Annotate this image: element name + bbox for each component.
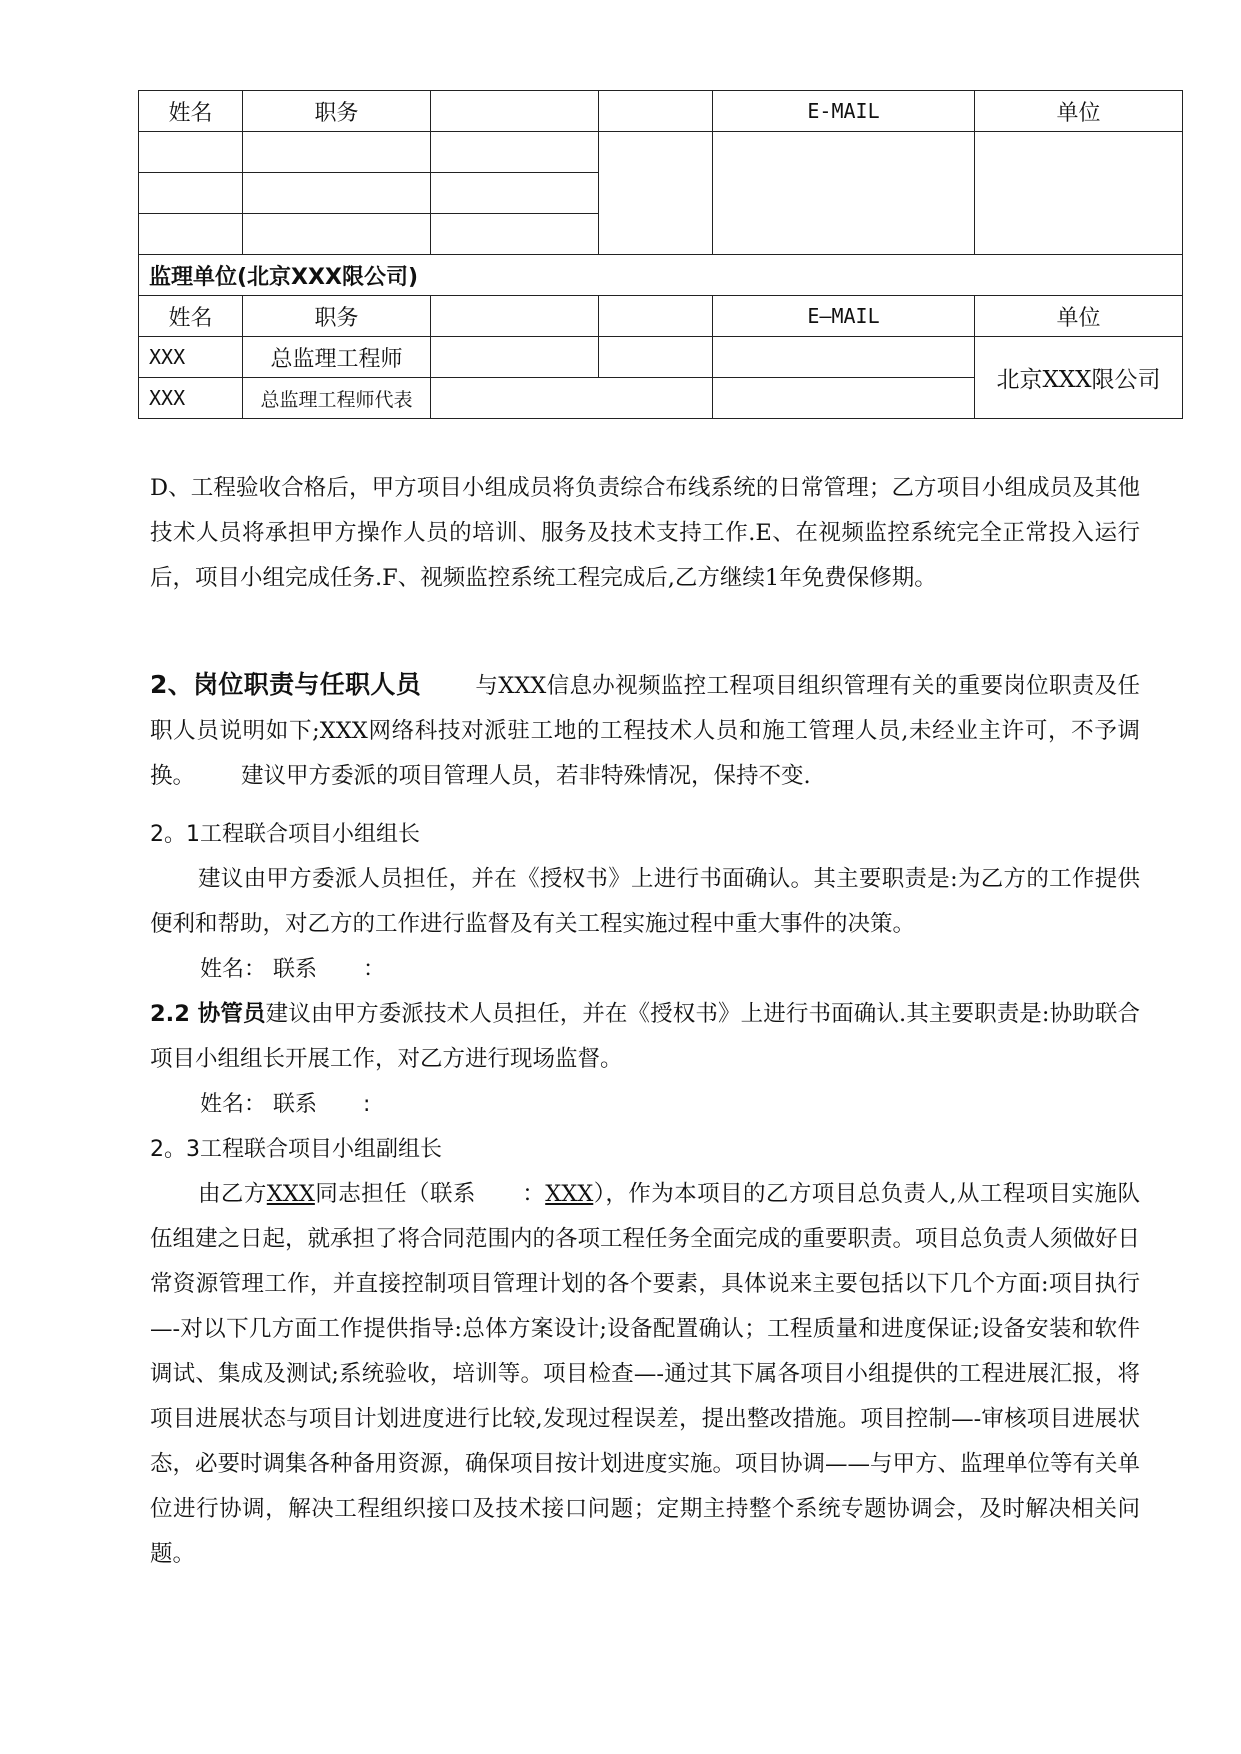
supervisor-unit: 北京XXX限公司 bbox=[975, 337, 1183, 419]
table-cell bbox=[139, 132, 243, 173]
body-text: 同志担任（联系 bbox=[314, 1181, 476, 1207]
section-2-3-title: 2。3工程联合项目小组副组长 bbox=[150, 1137, 442, 1162]
contact-label: 联系 bbox=[273, 1092, 318, 1117]
table-cell bbox=[139, 173, 243, 214]
table-cell bbox=[431, 378, 713, 419]
contact-colon: ： bbox=[363, 957, 386, 982]
contact-name-label: 姓名： bbox=[200, 1092, 267, 1117]
table-cell bbox=[243, 173, 431, 214]
header-email: E—MAIL bbox=[713, 296, 975, 337]
section-2-1-contact bbox=[150, 947, 1140, 992]
colon: ： bbox=[521, 1181, 546, 1207]
section-2-intro: 与XXX信息办视频监控工程项目组织管理有关的重要岗位职责及任职人员说明如下;XXX网络科技对派驻工地的工程技术人员和施工管理人员,未经业主许可，不予调换。 bbox=[150, 673, 1140, 789]
header-name: 姓名 bbox=[139, 91, 243, 132]
contact-phone: XXX bbox=[545, 1181, 594, 1207]
table-header-row bbox=[139, 91, 1183, 132]
header-unit: 单位 bbox=[975, 296, 1183, 337]
table-cell bbox=[975, 132, 1183, 255]
table-cell bbox=[431, 173, 599, 214]
header-col3 bbox=[431, 296, 599, 337]
section-2-1-block bbox=[150, 812, 1140, 992]
table-row bbox=[139, 132, 1183, 173]
table-cell bbox=[431, 132, 599, 173]
section-2-1-title: 2。1工程联合项目小组组长 bbox=[150, 822, 420, 847]
table-cell bbox=[599, 337, 713, 378]
section-2-3-body bbox=[150, 1172, 1140, 1577]
supervisor-section-row bbox=[139, 255, 1183, 296]
section-2-2-contact bbox=[150, 1082, 1140, 1127]
table-cell bbox=[713, 378, 975, 419]
paragraph-d: D、工程验收合格后，甲方项目小组成员将负责综合布线系统的日常管理；乙方项目小组成员及其他技术人员将承担甲方操作人员的培训、服务及技术支持工作.E、在视频监控系统完全正常投入运行后，项目小组完成任务.F、视频监控系统工程完成后,乙方继续1年免费保修期。 bbox=[150, 475, 1140, 591]
contact-label: 联系 bbox=[273, 957, 318, 982]
row-role: 总监理工程师代表 bbox=[243, 378, 431, 419]
paragraph-d-block bbox=[150, 466, 1140, 601]
header-col3 bbox=[431, 91, 599, 132]
section-2-intro-2: 建议甲方委派的项目管理人员，若非特殊情况，保持不变. bbox=[241, 763, 811, 789]
section-2-2-block bbox=[150, 992, 1140, 1127]
table-cell bbox=[431, 337, 599, 378]
table-cell bbox=[139, 214, 243, 255]
section-2-block bbox=[150, 662, 1140, 799]
section-2-3-block bbox=[150, 1127, 1140, 1577]
body-text: ），作为本项目的乙方项目总负责人,从工程项目实施队伍组建之日起，就承担了将合同范围内的各项工程任务全面完成的重要职责。项目总负责人须做好日常资源管理工作，并直接控制项目管理计划的各个要素，具体说来主要包括以下几个方面:项目执行—-对以下几方面工作提供指导:总体方案设计;设备配置确认；工程质量和进度保证;设备安装和软件调试、集成及测试;系统验收，培训等。项目检查—-通过其下属各项目小组提供的工程进展汇报，将项目进展状态与项目计划进度进行比较,发现过程误差，提出整改措施。项目控制—-审核项目进展状态，必要时调集各种备用资源，确保项目按计划进度实施。项目协调——与甲方、监理单位等有关单位进行协调，解决工程组织接口及技术接口问题；定期主持整个系统专题协调会，及时解决相关问题。 bbox=[150, 1181, 1141, 1567]
header-name: 姓名 bbox=[139, 296, 243, 337]
table-cell bbox=[713, 132, 975, 255]
table-header-row bbox=[139, 296, 1183, 337]
row-name: XXX bbox=[139, 378, 243, 419]
contact-colon: : bbox=[363, 1092, 371, 1117]
person-name: XXX bbox=[266, 1181, 315, 1207]
header-role: 职务 bbox=[243, 296, 431, 337]
header-email: E-MAIL bbox=[713, 91, 975, 132]
table-cell bbox=[713, 337, 975, 378]
header-col4 bbox=[599, 91, 713, 132]
contact-name-label: 姓名： bbox=[200, 957, 267, 982]
header-col4 bbox=[599, 296, 713, 337]
table-row bbox=[139, 337, 1183, 378]
row-name: XXX bbox=[139, 337, 243, 378]
row-role: 总监理工程师 bbox=[243, 337, 431, 378]
section-2-1-body: 建议由甲方委派人员担任，并在《授权书》上进行书面确认。其主要职责是:为乙方的工作提供便利和帮助，对乙方的工作进行监督及有关工程实施过程中重大事件的决策。 bbox=[150, 866, 1140, 937]
section-2-2-body: 建议由甲方委派技术人员担任，并在《授权书》上进行书面确认.其主要职责是:协助联合项目小组组长开展工作，对乙方进行现场监督。 bbox=[150, 1001, 1140, 1072]
section-2-title: 2、岗位职责与任职人员 bbox=[150, 670, 422, 699]
body-text: 由乙方 bbox=[198, 1181, 267, 1207]
table-cell bbox=[243, 214, 431, 255]
header-role: 职务 bbox=[243, 91, 431, 132]
table-cell bbox=[599, 132, 713, 255]
personnel-table bbox=[138, 90, 1183, 419]
table-cell bbox=[431, 214, 599, 255]
supervisor-section-title: 监理单位(北京XXX限公司) bbox=[139, 255, 1183, 296]
table-cell bbox=[243, 132, 431, 173]
section-2-2-title: 2.2 协管员 bbox=[150, 1001, 266, 1027]
header-unit: 单位 bbox=[975, 91, 1183, 132]
